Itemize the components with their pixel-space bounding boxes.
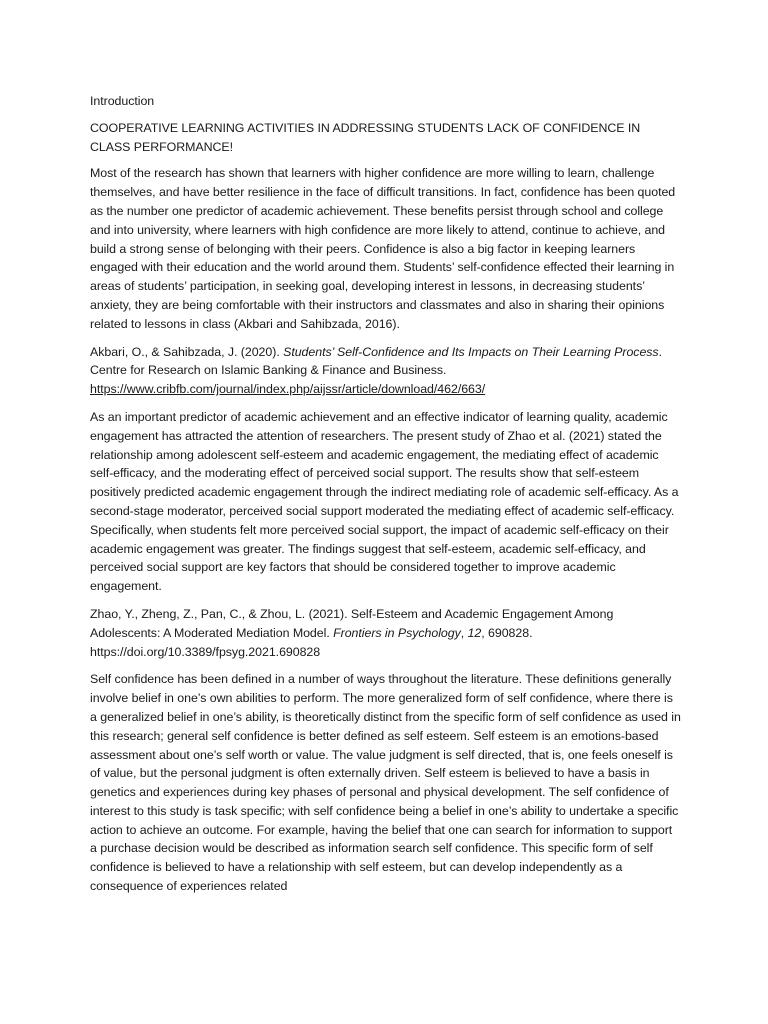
document-title: COOPERATIVE LEARNING ACTIVITIES IN ADDRESSING STUDENTS LACK OF CONFIDENCE IN CLASS PERFORMANCE! (90, 120, 641, 154)
reference-title: Students’ Self-Confidence and Its Impacts on Their Learning Process (283, 344, 659, 359)
reference-pages: , 690828. (481, 625, 533, 640)
body-paragraph-3: Self confidence has been defined in a number of ways throughout the literature. These definitions generally involve belief in one’s own abilities to perform. The more generalized form of self confidence, where there is a generalized belief in one’s ability, is theoretically distinct from the specific form of self confidence as used in this research; general self confidence is better defined as self esteem. Self esteem is an emotions-based assessment about one’s self worth or value. The value judgment is self directed, that is, one feels oneself is of value, but the personal judgment is often externally driven. Self esteem is believed to have a basis in genetics and experiences during key phases of personal and physical development. The self confidence of interest to this study is task specific; with self confidence being a belief in one’s ability to undertake a specific action to achieve an outcome. For example, having the belief that one can search for information to support a purchase decision would be described as information search self confidence. This specific form of self confidence is believed to have a relationship with self esteem, but can develop independently as a consequence of experiences related (90, 672, 681, 894)
reference-publisher: . Centre for Research on Islamic Banking & Finance and Business. (90, 344, 662, 378)
reference-volume: 12 (467, 625, 482, 640)
reference-authors: Akbari, O., & Sahibzada, J. (2020). (90, 344, 284, 359)
reference-zhao (90, 605, 682, 661)
reference-authors-title: Zhao, Y., Zheng, Z., Pan, C., & Zhou, L. (2021). Self-Esteem and Academic Engagement Among Adolescents: A Moderated Mediation Model. (90, 606, 614, 640)
reference-akbari (90, 343, 682, 399)
body-paragraph-2: As an important predictor of academic achievement and an effective indicator of learning quality, academic engagement has attracted the attention of researchers. The present study of Zhao et al. (2021) stated the relationship among adolescent self-esteem and academic engagement, the mediating effect of academic self-efficacy, and the moderating effect of perceived social support. The results show that self-esteem positively predicted academic engagement through the indirect mediating role of academic self-efficacy. As a second-stage moderator, perceived social support moderated the mediating effect of academic self-efficacy. Specifically, when students felt more perceived social support, the impact of academic self-efficacy on their academic engagement was greater. The findings suggest that self-esteem, academic self-efficacy, and perceived social support are key factors that should be considered together to improve academic engagement. (90, 409, 679, 594)
reference-doi: https://doi.org/10.3389/fpsyg.2021.690828 (90, 644, 321, 659)
reference-link[interactable]: https://www.cribfb.com/journal/index.php/aijssr/article/download/462/663/ (90, 382, 486, 397)
body-paragraph-1: Most of the research has shown that learners with higher confidence are more willing to learn, challenge themselves, and have better resilience in the face of difficult transitions. In fact, confidence has been quoted as the number one predictor of academic achievement. These benefits persist through school and college and into university, where learners with high confidence are more likely to attend, continue to achieve, and build a strong sense of belonging with their peers. Confidence is also a big factor in keeping learners engaged with their education and the world around them. Students’ self-confidence effected their learning in areas of students’ participation, in seeking goal, developing interest in lessons, in decreasing students’ anxiety, they are being comfortable with their instructors and classmates and also in sharing their opinions related to lessons in class (Akbari and Sahibzada, 2016). (90, 166, 676, 331)
document-page (90, 92, 682, 905)
reference-separator: , (460, 625, 468, 640)
reference-journal: Frontiers in Psychology (333, 625, 461, 640)
section-heading: Introduction (90, 94, 155, 108)
